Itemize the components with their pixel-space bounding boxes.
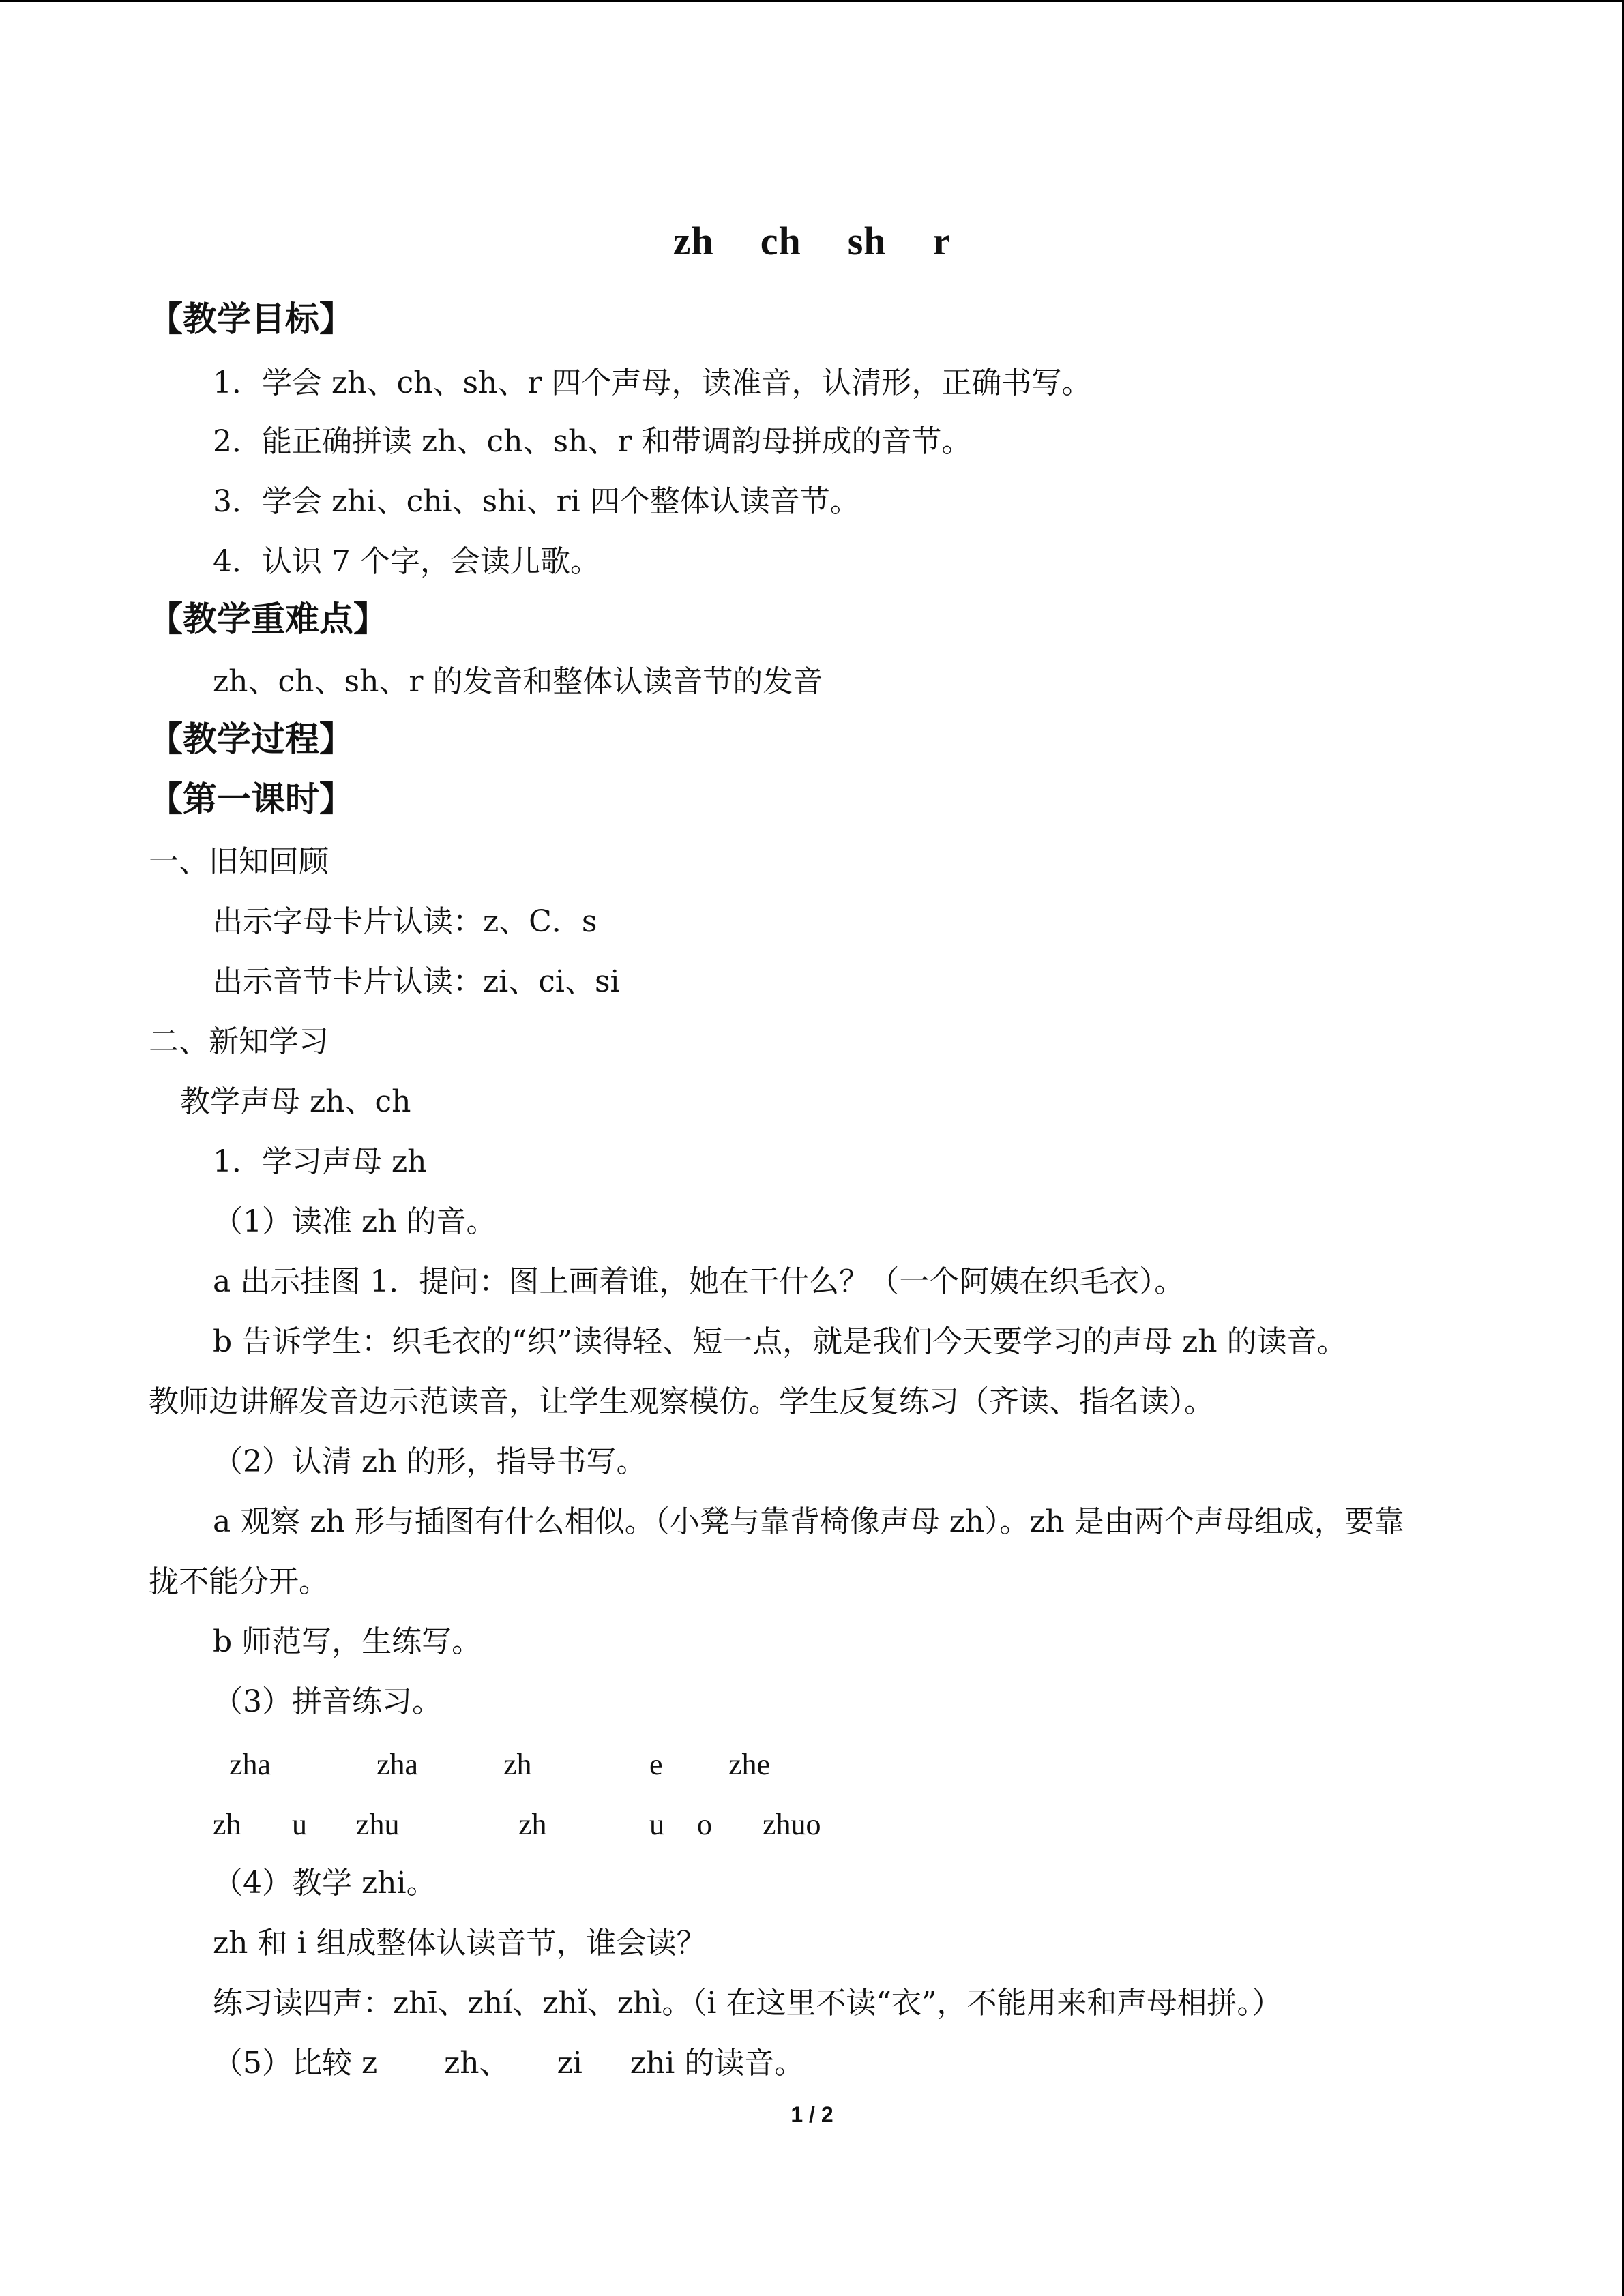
step5: （5）比较 z zh、 zi zhi 的读音。 [213,2046,805,2081]
section2-title: 二、新知学习 [149,1024,329,1059]
page-number: 1 / 2 [791,2102,833,2127]
step1-a: a 出示挂图 1．提问：图上画着谁，她在干什么？（一个阿姨在织毛衣）。 [213,1264,1185,1299]
step4-b: 练习读四声：zhī、zhí、zhǐ、zhì。（i 在这里不读“衣”，不能用来和声母相拼。） [213,1986,1282,2021]
step4: （4）教学 zhi。 [213,1866,437,1900]
heading-process: 【教学过程】 [149,719,353,759]
pinyin-cell: e [649,1748,663,1781]
title-part: r [932,219,951,263]
step2-a-line1: a 观察 zh 形与插图有什么相似。（小凳与靠背椅像声母 zh）。zh 是由两个声母组成，要靠 [213,1504,1404,1539]
step4-a: zh 和 i 组成整体认读音节，谁会读？ [213,1926,707,1960]
pinyin-cell: zh [503,1748,532,1781]
heading-goals: 【教学目标】 [149,299,353,339]
step1-b-line2: 教师边讲解发音边示范读音，让学生观察模仿。学生反复练习（齐读、指名读）。 [149,1384,1214,1419]
pinyin-cell: zh [213,1808,241,1841]
section1-line: 出示字母卡片认读：z、C．s [213,904,597,939]
pinyin-cell: u [292,1808,307,1841]
heading-lesson1: 【第一课时】 [149,779,353,819]
section1-title: 一、旧知回顾 [149,844,329,879]
title-part: ch [760,219,801,263]
pinyin-cell: zha [377,1748,419,1781]
pinyin-cell: zha [229,1748,271,1781]
step1: （1）读准 zh 的音。 [213,1204,497,1239]
pinyin-cell: u [649,1808,664,1841]
section1-line: 出示音节卡片认读：zi、ci、si [213,964,620,999]
step2: （2）认清 zh 的形，指导书写。 [213,1444,647,1479]
document-title [0,217,1624,266]
step2-b: b 师范写，生练写。 [213,1624,482,1659]
item1: 1．学习声母 zh [213,1144,427,1179]
pinyin-cell: zhuo [763,1808,821,1841]
pinyin-cell: zh [518,1808,547,1841]
section2-subtitle: 教学声母 zh、ch [180,1084,411,1119]
title-part: sh [847,219,887,263]
step2-a-line2: 拢不能分开。 [149,1564,329,1599]
pinyin-cell: zhe [728,1748,771,1781]
goal-item: 1．学会 zh、ch、sh、r 四个声母，读准音，认清形，正确书写。 [213,366,1092,400]
heading-key-points: 【教学重难点】 [149,599,387,639]
pinyin-cell: zhu [356,1808,400,1841]
goal-item: 4．认识 7 个字，会读儿歌。 [213,544,600,579]
goal-item: 3．学会 zhi、chi、shi、ri 四个整体认读音节。 [213,484,860,519]
goal-item: 2．能正确拼读 zh、ch、sh、r 和带调韵母拼成的音节。 [213,424,972,459]
pinyin-cell: o [697,1808,712,1841]
step3: （3）拼音练习。 [213,1684,442,1719]
key-points-text: zh、ch、sh、r 的发音和整体认读音节的发音 [213,664,823,699]
page-border-top [0,0,1624,2]
step1-b-line1: b 告诉学生：织毛衣的“织”读得轻、短一点，就是我们今天要学习的声母 zh 的读音。 [213,1324,1347,1359]
title-part: zh [673,219,714,263]
